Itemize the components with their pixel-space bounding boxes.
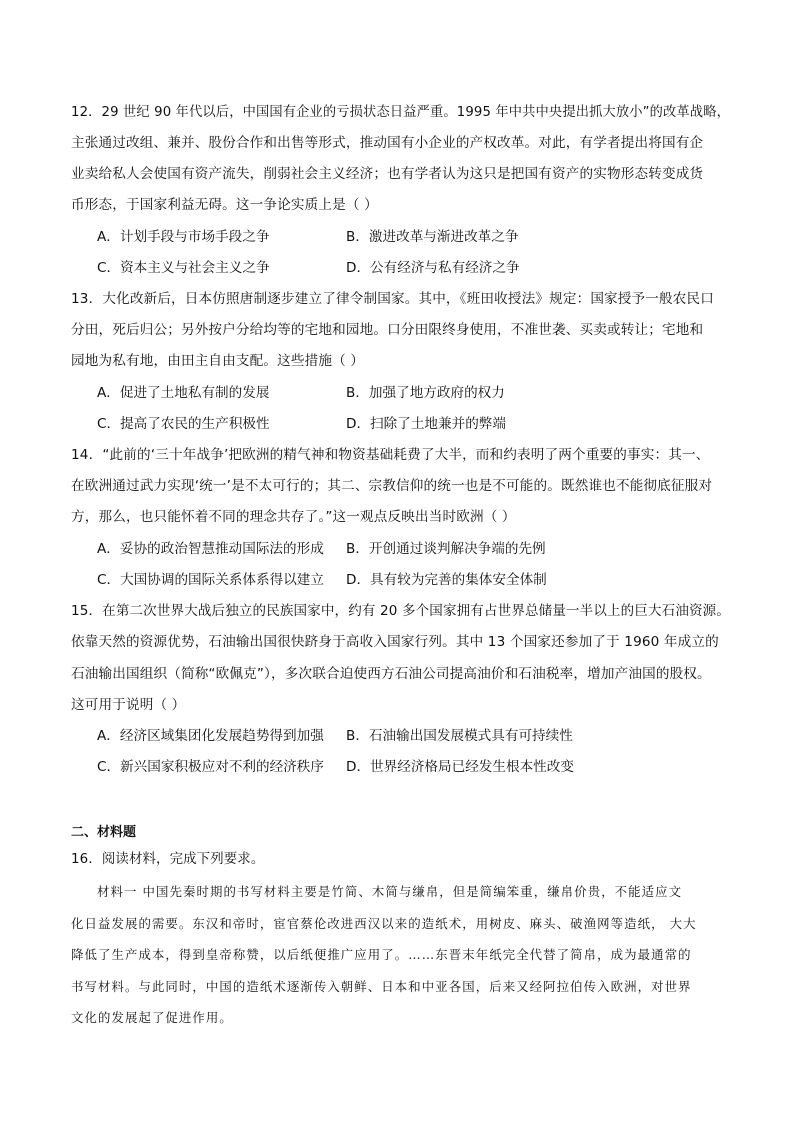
section-heading: 二、材料题: [71, 825, 137, 840]
question-15-stem-line-1: 15．在第二次世界大战后独立的民族国家中，约有 20 多个国家拥有占世界总储量一半以上的巨大石油资源。: [71, 603, 731, 619]
question-15-stem-line-2: 依靠天然的资源优势，石油输出国很快跻身于高收入国家行列。其中 13 个国家还参加了于 1960 年成立的: [71, 634, 719, 650]
question-14-option-d: D．具有较为完善的集体安全体制: [346, 572, 547, 588]
question-14-stem-line-1: 14．“此前的‘三十年战争’把欧洲的精气神和物资基础耗费了大半，而和约表明了两个重要的事实：其一、: [71, 447, 710, 463]
question-12-stem-line-1: 12．29 世纪 90 年代以后，中国国有企业的亏损状态日益严重。1995 年中共中央提出抓大放小”的改革战略，: [71, 104, 730, 120]
material-line-3: 降低了生产成本，得到皇帝称赞，以后纸便推广应用了。……东晋末年纸完全代替了简帛，成为最通常的: [71, 947, 692, 962]
question-13-option-d: D．扫除了土地兼并的弊端: [346, 416, 506, 432]
material-line-5: 文化的发展起了促进作用。: [71, 1010, 233, 1025]
question-13-option-a: A．促进了土地私有制的发展: [97, 385, 270, 401]
question-14-option-b: B．开创通过谈判解决争端的先例: [346, 541, 546, 557]
question-15-stem-line-4: 这可用于说明（ ）: [71, 697, 186, 713]
question-12-stem-line-3: 业卖给私人会使国有资产流失，削弱社会主义经济；也有学者认为这只是把国有资产的实物形态转变成货: [71, 166, 704, 182]
question-14-stem-line-2: 在欧洲通过武力实现‘统一’是不太可行的；其二、宗教信仰的统一也是不可能的。既然谁也不能彻底征服对: [71, 478, 713, 494]
question-13-option-b: B．加强了地方政府的权力: [346, 385, 505, 401]
question-15-option-a: A．经济区域集团化发展趋势得到加强: [97, 728, 324, 744]
question-12-option-c: C．资本主义与社会主义之争: [97, 260, 270, 276]
question-15-option-c: C．新兴国家积极应对不利的经济秩序: [97, 759, 324, 775]
question-14-option-c: C．大国协调的国际关系体系得以建立: [97, 572, 324, 588]
question-15-option-d: D．世界经济格局已经发生根本性改变: [346, 759, 574, 775]
question-14-option-a: A．妥协的政治智慧推动国际法的形成: [97, 541, 324, 557]
question-16-prompt: 16．阅读材料，完成下列要求。: [71, 852, 265, 867]
question-13-stem-line-2: 分田，死后归公；另外按户分给均等的宅地和园地。口分田限终身使用，不准世袭、买卖或转让；宅地和: [71, 322, 704, 338]
question-12-stem-line-4: 币形态，于国家利益无碍。这一争论实质上是（ ）: [71, 197, 378, 213]
question-13-option-c: C．提高了农民的生产积极性: [97, 416, 270, 432]
material-line-2: 化日益发展的需要。东汉和帝时，宦官蔡伦改进西汉以来的造纸术，用树皮、麻头、破渔网等造纸， 大大: [71, 916, 697, 931]
question-14-stem-line-3: 方，那么，也只能怀着不同的理念共存了。”这一观点反映出当时欧洲（ ）: [71, 509, 516, 525]
question-12-option-a: A．计划手段与市场手段之争: [97, 229, 270, 245]
material-line-1: 材料一 中国先秦时期的书写材料主要是竹简、木简与缣帛，但是简编笨重，缣帛价贵，不能适应文: [97, 884, 683, 899]
question-12-option-d: D．公有经济与私有经济之争: [346, 260, 520, 276]
question-12-stem-line-2: 主张通过改组、兼并、股份合作和出售等形式，推动国有小企业的产权改革。对此，有学者提出将国有企: [71, 135, 704, 151]
question-13-stem-line-3: 园地为私有地，由田主自由支配。这些措施（ ）: [71, 353, 365, 369]
question-12-option-b: B．激进改革与渐进改革之争: [346, 229, 519, 245]
material-line-4: 书写材料。与此同时，中国的造纸术逐渐传入朝鲜、日本和中亚各国，后来又经阿拉伯传入欧洲，对世界: [71, 979, 692, 994]
question-15-stem-line-3: 石油输出国组织（简称“欧佩克”），多次联合迫使西方石油公司提高油价和石油税率，增加产油国的股权。: [71, 666, 711, 682]
question-15-option-b: B．石油输出国发展模式具有可持续性: [346, 728, 573, 744]
question-13-stem-line-1: 13．大化改新后，日本仿照唐制逐步建立了律令制国家。其中，《班田收授法》规定：国家授予一般农民口: [71, 291, 715, 307]
